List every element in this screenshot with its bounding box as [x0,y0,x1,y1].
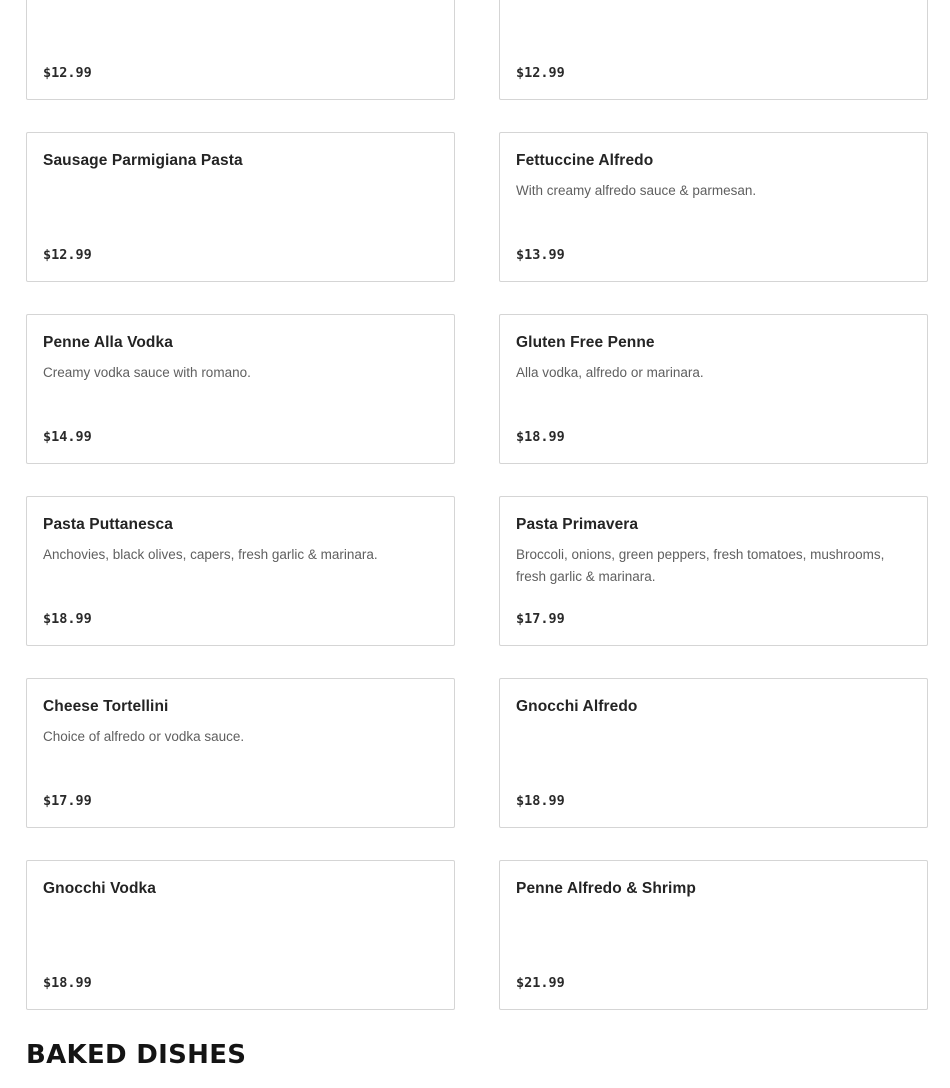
menu-item-price: $17.99 [43,793,92,809]
menu-item-price: $12.99 [43,65,92,81]
menu-item-card[interactable] [26,860,455,1010]
section-heading-baked-dishes: BAKED DISHES [26,1040,247,1070]
menu-item-card[interactable] [499,678,928,828]
menu-item-price: $18.99 [43,611,92,627]
menu-item-description: Broccoli, onions, green peppers, fresh tomatoes, mushrooms, fresh garlic & marinara. [516,547,885,584]
menu-item-card[interactable] [26,678,455,828]
menu-item-description: Choice of alfredo or vodka sauce. [43,729,245,744]
menu-item-card[interactable] [26,132,455,282]
menu-item-price: $18.99 [43,975,92,991]
menu-item-price: $12.99 [43,247,92,263]
menu-item-name: Pasta Puttanesca [43,516,173,533]
menu-item-name: Cheese Tortellini [43,698,169,715]
menu-item-name: Gnocchi Alfredo [516,698,638,715]
menu-item-description: Alla vodka, alfredo or marinara. [516,365,704,380]
menu-item-price: $21.99 [516,975,565,991]
menu-item-description: With creamy alfredo sauce & parmesan. [516,183,757,198]
menu-item-description: Anchovies, black olives, capers, fresh garlic & marinara. [43,547,378,562]
menu-item-price: $18.99 [516,429,565,445]
menu-item-price: $14.99 [43,429,92,445]
menu-item-name: Sausage Parmigiana Pasta [43,152,243,169]
menu-item-card[interactable] [499,132,928,282]
menu-item-price: $18.99 [516,793,565,809]
menu-item-name: Pasta Primavera [516,516,639,533]
menu-item-price: $13.99 [516,247,565,263]
menu-item-description: Creamy vodka sauce with romano. [43,365,251,380]
menu-item-name: Penne Alfredo & Shrimp [516,880,696,897]
menu-item-name: Gnocchi Vodka [43,880,156,897]
menu-item-name: Fettuccine Alfredo [516,152,654,169]
menu-item-card[interactable] [26,496,455,646]
menu-item-name: Gluten Free Penne [516,334,655,351]
menu-item-card[interactable] [499,0,928,100]
menu-item-card[interactable] [499,314,928,464]
menu-item-card[interactable] [26,314,455,464]
menu-item-card[interactable] [499,860,928,1010]
menu-item-price: $12.99 [516,65,565,81]
menu-item-card[interactable] [26,0,455,100]
menu-item-name: Penne Alla Vodka [43,334,173,351]
menu-item-card[interactable] [499,496,928,646]
menu-item-price: $17.99 [516,611,565,627]
